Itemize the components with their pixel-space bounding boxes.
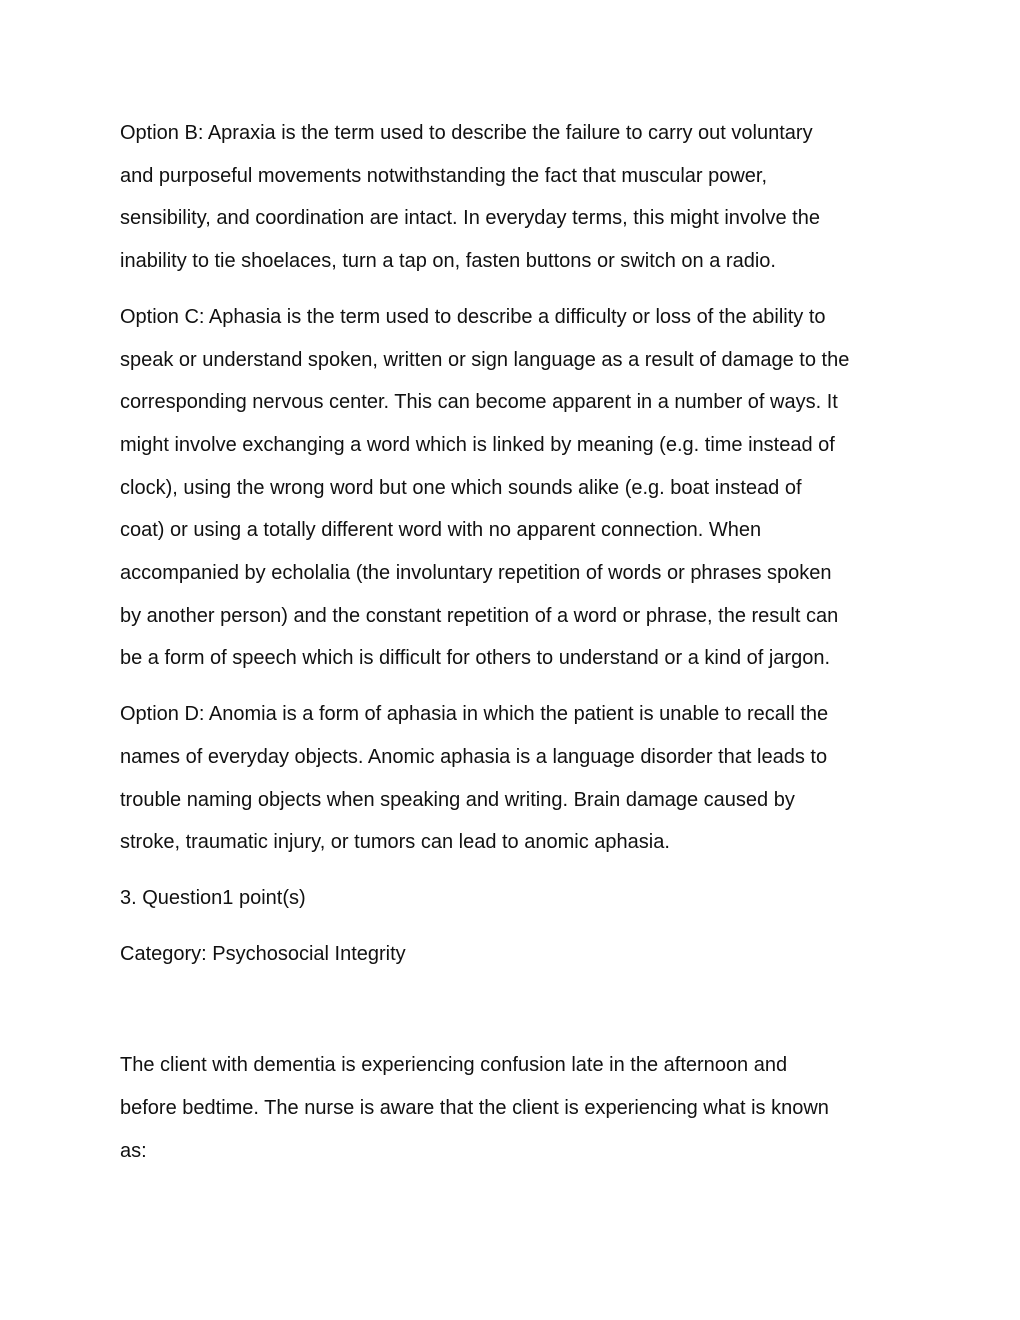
paragraph-line: corresponding nervous center. This can become apparent in a number of ways. It	[120, 391, 838, 414]
paragraph-line: might involve exchanging a word which is linked by meaning (e.g. time instead of	[120, 433, 835, 456]
paragraph-line: before bedtime. The nurse is aware that the client is experiencing what is known	[120, 1097, 829, 1120]
option-b-paragraph	[120, 112, 910, 283]
paragraph-line: sensibility, and coordination are intact. In everyday terms, this might involve the	[120, 207, 820, 230]
paragraph-line: by another person) and the constant repetition of a word or phrase, the result can	[120, 604, 839, 627]
paragraph-line: The client with dementia is experiencing confusion late in the afternoon and	[120, 1054, 788, 1077]
question-heading	[120, 877, 910, 920]
paragraph-line: stroke, traumatic injury, or tumors can lead to anomic aphasia.	[120, 831, 670, 854]
paragraph-line: trouble naming objects when speaking and writing. Brain damage caused by	[120, 788, 795, 811]
paragraph-line: and purposeful movements notwithstanding the fact that muscular power,	[120, 164, 768, 187]
paragraph-line: Option D: Anomia is a form of aphasia in which the patient is unable to recall the	[120, 703, 829, 726]
option-c-paragraph	[120, 296, 910, 680]
paragraph-line: speak or understand spoken, written or sign language as a result of damage to the	[120, 348, 850, 371]
question-category	[120, 933, 910, 976]
paragraph-line: Option C: Aphasia is the term used to describe a difficulty or loss of the ability to	[120, 305, 826, 328]
paragraph-line: accompanied by echolalia (the involuntary repetition of words or phrases spoken	[120, 562, 832, 585]
paragraph-line: Option B: Apraxia is the term used to describe the failure to carry out voluntary	[120, 122, 813, 144]
paragraph-line: names of everyday objects. Anomic aphasia is a language disorder that leads to	[120, 745, 828, 768]
paragraph-line: as:	[120, 1139, 147, 1162]
question-category-text: Category: Psychosocial Integrity	[120, 942, 406, 965]
option-d-paragraph	[120, 693, 910, 864]
paragraph-line: coat) or using a totally different word with no apparent connection. When	[120, 519, 762, 542]
question-heading-text: 3. Question1 point(s)	[120, 886, 306, 909]
question-stem	[120, 1044, 910, 1172]
document-body	[120, 112, 910, 1185]
paragraph-line: be a form of speech which is difficult for others to understand or a kind of jargon.	[120, 647, 831, 670]
paragraph-line: inability to tie shoelaces, turn a tap on, fasten buttons or switch on a radio.	[120, 250, 776, 273]
blank-spacer	[120, 988, 910, 1044]
paragraph-line: clock), using the wrong word but one which sounds alike (e.g. boat instead of	[120, 476, 802, 499]
